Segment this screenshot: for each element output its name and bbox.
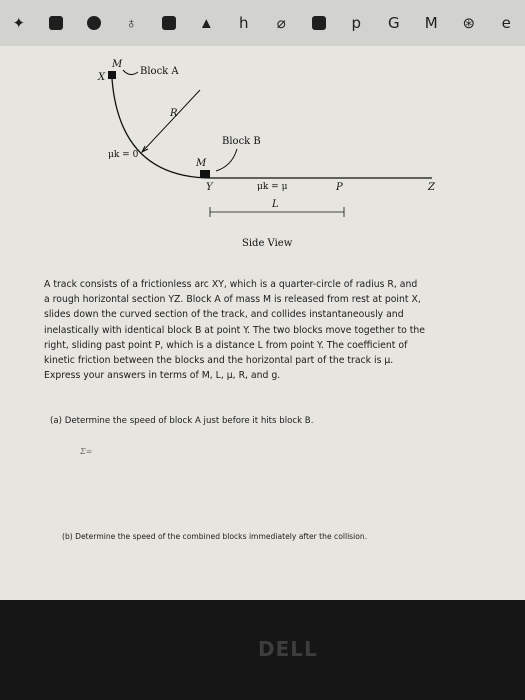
block-b-label: Block B	[222, 136, 261, 147]
block-b-mass-label: M	[196, 158, 207, 169]
mail-icon[interactable]	[300, 11, 338, 35]
clip-icon[interactable]: ⌀	[276, 15, 286, 32]
tab-g[interactable]: G	[387, 14, 400, 32]
problem-line: Express your answers in terms of M, L, μ, R, and g.	[44, 370, 281, 382]
track-friction-label: μk = μ	[257, 182, 288, 192]
drive-icon[interactable]: ▲	[198, 14, 214, 32]
mass-m-label: M	[112, 59, 123, 70]
problem-line: right, sliding past point P, which is a distance L from point Y. The coefficient of	[44, 339, 408, 351]
problem-line: slides down the curved section of the track, and collides instantaneously and	[44, 309, 404, 321]
bottle-icon[interactable]: ♁	[125, 14, 137, 32]
question-b: (b) Determine the speed of the combined blocks immediately after the collision.	[62, 532, 368, 541]
point-x-label: X	[98, 72, 106, 83]
track-diagram-svg	[0, 46, 525, 256]
handwritten-scribble: Σ=	[80, 447, 93, 456]
side-view-caption: Side View	[242, 238, 293, 249]
tab-p[interactable]: p	[351, 14, 362, 32]
record-icon[interactable]	[75, 11, 113, 35]
board-icon[interactable]	[150, 11, 188, 35]
point-z-label: Z	[428, 182, 435, 193]
tab-m[interactable]: M	[424, 14, 438, 32]
track-diagram	[0, 46, 525, 256]
shield-icon[interactable]: ⊛	[462, 15, 476, 32]
length-l-label: L	[272, 199, 279, 210]
dell-logo: DELL	[258, 637, 318, 661]
block-a-label: Block A	[140, 66, 179, 77]
problem-line: inelastically with identical block B at point Y. The two blocks move together to the	[44, 324, 426, 336]
browser-tab-bar	[0, 0, 525, 46]
tab-e[interactable]: e	[501, 14, 511, 32]
point-y-label: Y	[206, 182, 213, 193]
question-a: (a) Determine the speed of block A just before it hits block B.	[50, 416, 314, 426]
puzzle-icon[interactable]: ✦	[12, 15, 26, 32]
point-p-label: P	[336, 182, 343, 193]
tab-h[interactable]: h	[238, 14, 249, 32]
problem-line: A track consists of a frictionless arc XY, which is a quarter-circle of radius R, and	[44, 279, 418, 290]
problem-statement	[44, 277, 524, 383]
radius-label: R	[170, 108, 178, 119]
problem-line: a rough horizontal section YZ. Block A of mass M is released from rest at point X,	[44, 294, 421, 306]
problem-line: kinetic friction between the blocks and the horizontal part of the track is μ.	[44, 355, 394, 367]
arc-friction-label: μk = 0	[108, 150, 139, 160]
discord-icon[interactable]	[38, 11, 76, 35]
